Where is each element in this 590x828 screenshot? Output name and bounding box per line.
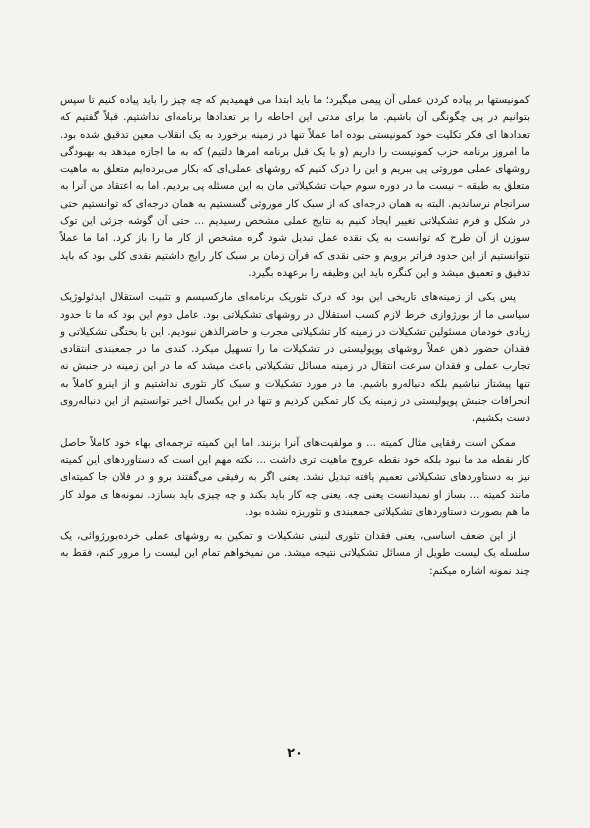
body-text — [60, 92, 530, 587]
page-number: ۲۰ — [287, 746, 303, 761]
paragraph-4: از این ضعف اساسی، یعنی فقدان تئوری لنینی تشکیلات و تمکین به روشهای عملی خرده‌بورژوائی، یک سلسله یک لیست طویل از مسائل تشکیلاتی نتیجه میشد. من نمیخواهم تمام این لیست را مرور کنم، فقط به چند نمونه اشاره میکنم: — [60, 530, 530, 577]
paragraph-1: کمونیستها بر پیاده کردن عملی آن پیمی میگیرد؛ ما باید ابتدا می فهمیدیم که چه چیز را باید پیاده کنیم تا سپس بتوانیم در پی چگونگی آن باشیم. ما برای مدتی این احاطه را بر تعدادها برنامه‌ای نداشتیم. قبلاً گفتیم که تعدادها ای فکر تکلیت خود کمونیستی بوده اما عملاً تنها در زمینه برخورد به یک انقلاب معین تدقیق شده بود. ما امروز برنامه حزب کمونیست را داریم (و با یک قبل برنامه امرها دلتیم) که به ما اجازه میدهد به بهبودگی روشهای عملی موروثی پی ببریم و این را درک کنیم که روشهای عملی‌ای که بکار می‌برده‌ایم متعلق به ماهیت متعلق به طبقه – نیست ما در دوره سوم حیات تشکیلاتی مان به این مسئله پی بردیم. اما به اعتقاد من آنرا به سرانجام نرساندیم. البته به همان درجه‌ای که از سبک کار موروثی گسستیم به همان درجه‌ای که توانستیم حتی در شکل و فرم تشکیلاتی تغییر ایجاد کنیم به نتایج عملی مشخص رسیدیم ... حتی آن گوشه جزئی این توک سوزن از آن طرح که توانست به یک نقده عمل تبدیل شود گره مشخص از کار ما را باز کرد. اما ما عملاً نتوانستیم از این حدود فراتر برویم و حتی نقدی که قرآن زمان بر سبک کار رایج داشتیم نقدی کلی بود که باید تدقیق و تعمیق میشد و این کنگره باید این وظیفه را برعهده بگیرد. — [60, 94, 530, 279]
paragraph-2: پس یکی از زمینه‌های تاریخی این بود که درک تئوریک برنامه‌ای مارکسیسم و تثبیت استقلال ایدئولوژیک سیاسی ما از بورژوازی خرط لازم کسب استقلال در روشهای تشکیلاتی بود. عامل دوم این بود که ما تا حدود زیادی خودمان مسئولین تشکیلات در زمینه کار تشکیلاتی مجرب و حاضرالذهن نبودیم. این با بختگی تشکیلاتی و فقدان حضور ذهن عملاً روشهای پوپولیستی در تشکیلات ما را تسهیل میکرد. کندی ما در جمعبندی انتقادی تجارب عملی و فقدان سرعت انتقال در زمینه مسائل تشکیلاتی باعث میشد که ما در این زمینه در جنبش نه تنها پیشتاز نباشیم بلکه دنباله‌رو باشیم. ما در مورد تشکیلات و سبک کار تئوری نداشتیم و از اینرو کاملاً به انحرافات جنبش پوپولیستی در زمینه یک کار تمکین کردیم و تنها در این یکسال اخیر توانستیم از این دنباله‌روی دست بکشیم. — [60, 291, 530, 425]
paragraph-3: ممکن است رفقایی مثال کمیته ... و مولفیت‌های آنرا بزنند. اما این کمیته ترجمه‌ای بهاء خود کاملاً حاصل کار نقطه مد ما نبود بلکه خود نقطه عروج ماهیت تری داشت ... نکته مهم این است که دستاوردهای این کمیته نیز به دستاوردهای تشکیلاتی تعمیم یافته تبدیل نشد. یعنی اگر به رفیقی می‌گفتند برو و در فلان جا کمیته‌ای مانند کمیته ... بساز او نمیدانست یعنی چه. یعنی چه کار باید بکند و چه چیزی باید بسازد. نمونه‌ها ی مولد کار ما هم بصورت دستاوردهای تشکیلاتی جمعبندی و تئوریزه نشده بود. — [60, 436, 530, 518]
